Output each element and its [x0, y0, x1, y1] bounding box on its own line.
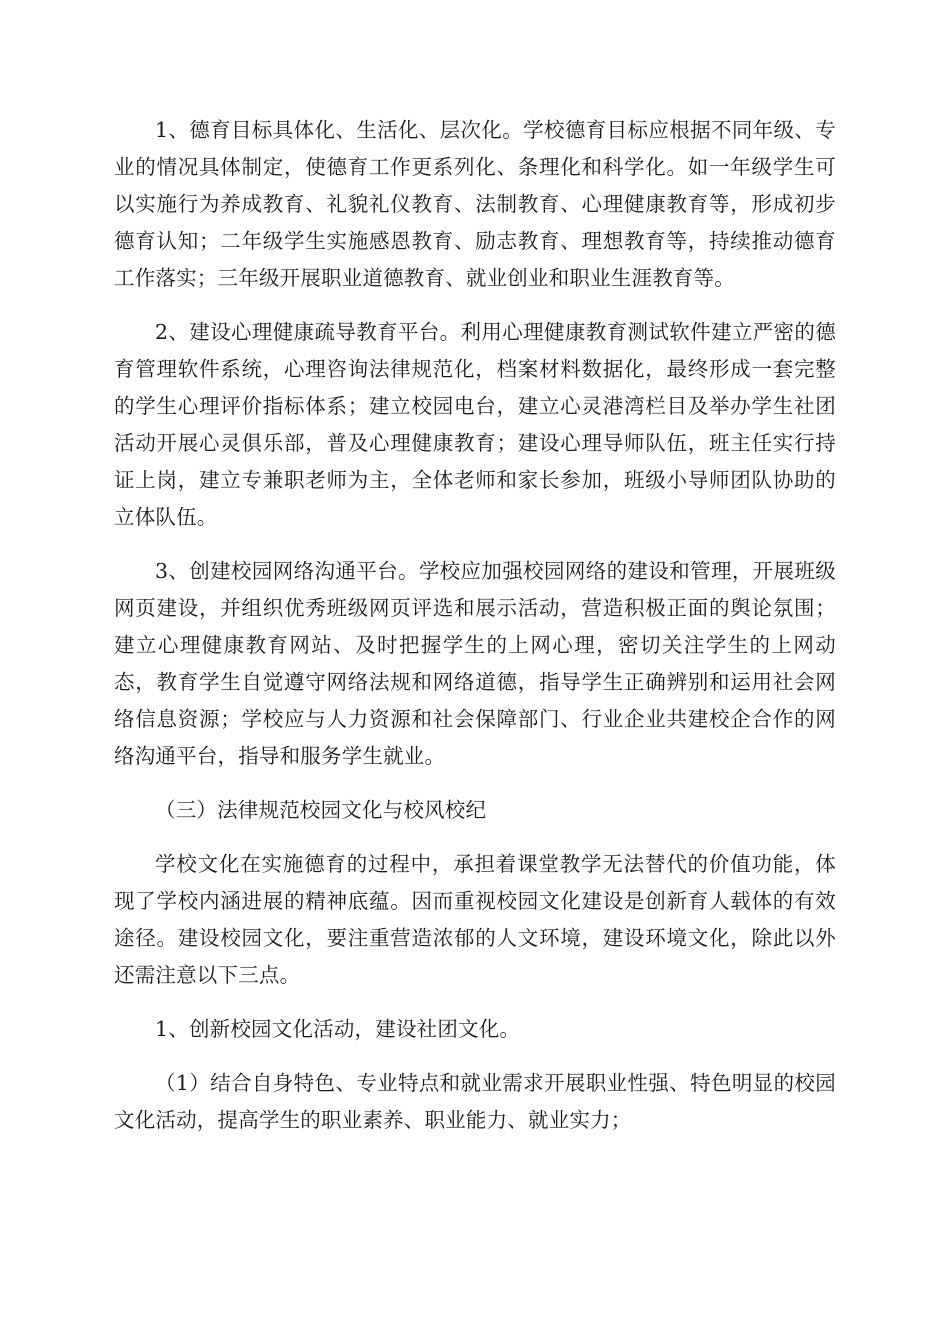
paragraph-mental-health-platform: 2、建设心理健康疏导教育平台。利用心理健康教育测试软件建立严密的德育管理软件系统，心理咨询法律规范化，档案材料数据化，最终形成一套完整的学生心理评价指标体系；建立校园电台，建立心灵港湾栏目及举办学生社团活动开展心灵俱乐部，普及心理健康教育；建设心理导师队伍，班主任实行持证上岗，建立专兼职老师为主，全体老师和家长参加，班级小导师团队协助的立体队伍。: [114, 320, 836, 529]
section-heading-campus-culture: （三）法律规范校园文化与校风校纪: [155, 798, 487, 822]
paragraph-school-culture: 学校文化在实施德育的过程中，承担着课堂教学无法替代的价值功能，体现了学校内涵进展的精神底蕴。因而重视校园文化建设是创新育人载体的有效途径。建设校园文化，要注重营造浓郁的人文环境，建设环境文化，除此以外还需注意以下三点。: [114, 852, 836, 987]
paragraph-network-platform: 3、创建校园网络沟通平台。学校应加强校园网络的建设和管理，开展班级网页建设，并组织优秀班级网页评选和展示活动，营造积极正面的舆论氛围；建立心理健康教育网站、及时把握学生的上网心理，密切关注学生的上网动态，教育学生自觉遵守网络法规和网络道德，指导学生正确辨别和运用社会网络信息资源；学校应与人力资源和社会保障部门、行业企业共建校企合作的网络沟通平台，指导和服务学生就业。: [114, 559, 836, 768]
paragraph-vocational-activities: （1）结合自身特色、专业特点和就业需求开展职业性强、特色明显的校园文化活动，提高学生的职业素养、职业能力、就业实力；: [114, 1071, 836, 1132]
document-body: [114, 112, 836, 1156]
paragraph-moral-goals: 1、德育目标具体化、生活化、层次化。学校德育目标应根据不同年级、专业的情况具体制定，使德育工作更系列化、条理化和科学化。如一年级学生可以实施行为养成教育、礼貌礼仪教育、法制教育、心理健康教育等，形成初步德育认知；二年级学生实施感恩教育、励志教育、理想教育等，持续推动德育工作落实；三年级开展职业道德教育、就业创业和职业生涯教育等。: [114, 118, 836, 290]
paragraph-culture-activities: 1、创新校园文化活动，建设社团文化。: [155, 1017, 521, 1041]
